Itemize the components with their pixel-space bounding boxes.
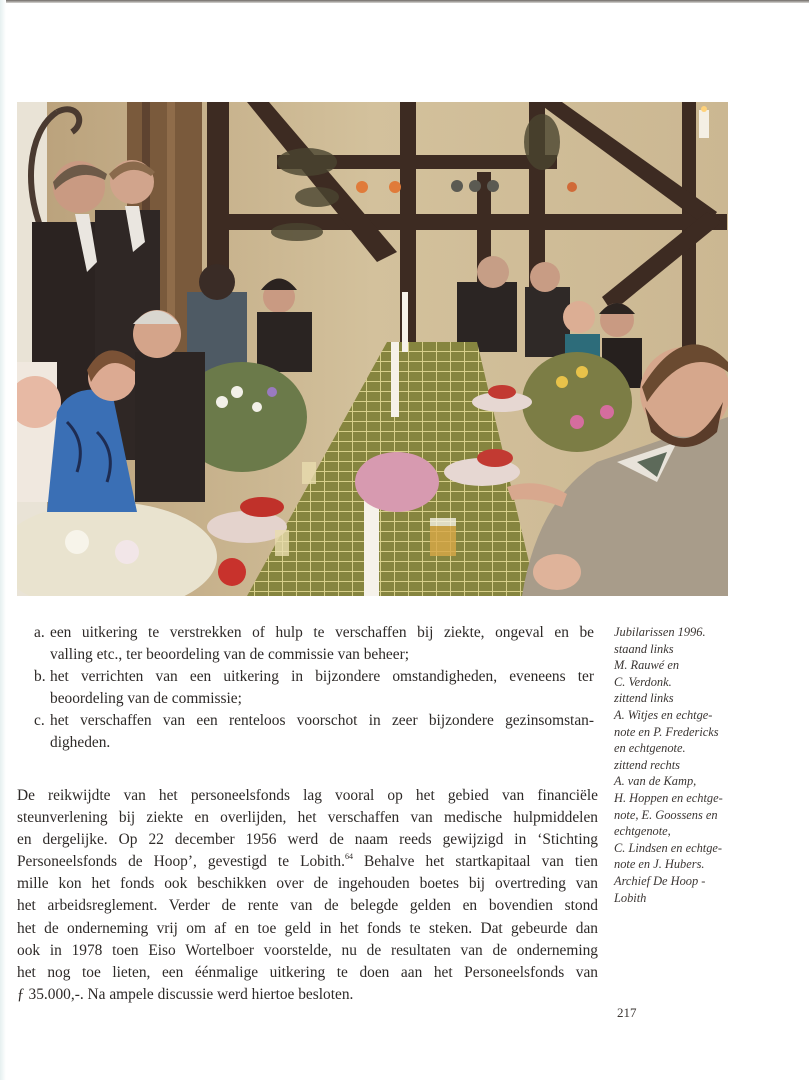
- list-line: digheden.: [50, 734, 111, 751]
- photo-caption: [614, 624, 794, 906]
- page-number: 217: [617, 1005, 637, 1020]
- page-top-edge: [0, 0, 809, 3]
- body-line: het arbeidsreglement. Verder de rente van de belegde gelden en bovendien stond: [17, 897, 598, 915]
- list-marker: a.: [34, 624, 45, 641]
- caption-line: C. Lindsen en echtge-: [614, 840, 723, 855]
- caption-line: Jubilarissen 1996.: [614, 625, 706, 639]
- body-line: het nog toe lieten, een éénmalige uitkering te doen aan het Personeelsfonds van: [17, 963, 598, 981]
- list-marker: c.: [34, 712, 45, 729]
- group-photo: [17, 102, 728, 596]
- body-line: ƒ 35.000,-. Na ampele discussie werd hiertoe besloten.: [17, 985, 354, 1003]
- caption-line: staand links: [614, 641, 674, 656]
- caption-line: C. Verdonk.: [614, 674, 672, 689]
- body-line: De reikwijdte van het personeelsfonds lag vooral op het gebied van financiële: [17, 787, 598, 804]
- caption-line: A. Witjes en echtge-: [614, 707, 713, 722]
- list-marker: b.: [34, 668, 46, 685]
- body-line: mille kon het fonds ook beschikken over de ingehouden boetes bij overtreding van: [17, 875, 598, 893]
- list-line: het verschaffen van een renteloos voorschot in zeer bijzondere gezinsomstan-: [50, 712, 594, 729]
- body-line: ook in 1978 toen Eiso Wortelboer voorstelde, nu de resultaten van de onderneming: [17, 941, 598, 959]
- caption-line: Archief De Hoop -: [614, 873, 706, 888]
- body-line-part: Personeelsfonds de Hoop’, gevestigd te Lobith.: [17, 853, 345, 871]
- body-line-part: Behalve het startkapitaal van tien: [364, 853, 598, 871]
- body-line: het de onderneming vrij om af en toe geld in het fonds te steken. Dat gebeurde dan: [17, 919, 598, 937]
- list-line: het verrichten van een uitkering in bijzondere omstandigheden, eveneens ter: [50, 668, 594, 685]
- caption-line: M. Rauwé en: [614, 658, 680, 673]
- caption-line: A. van de Kamp,: [614, 774, 697, 789]
- photo-illustration: [17, 102, 728, 596]
- body-line: steunverlening bij ziekte en overlijden, het verschaffen van medische hulpmiddelen: [17, 809, 598, 827]
- caption-line: echtgenote,: [614, 824, 671, 839]
- list-line: een uitkering te verstrekken of hulp te verschaffen bij ziekte, ongeval en be: [50, 624, 594, 641]
- caption-line: note en P. Fredericks: [614, 724, 719, 739]
- caption-line: zittend links: [614, 691, 674, 706]
- list-item: [34, 622, 594, 666]
- caption-line: note en J. Hubers.: [614, 857, 705, 872]
- body-line: en dergelijke. Op 22 december 1956 werd de naam reeds gewijzigd in ‘Stichting: [17, 831, 598, 849]
- caption-line: Lobith: [614, 890, 647, 905]
- list-line: beoordeling van de commissie;: [50, 690, 242, 707]
- body-paragraph: [17, 785, 598, 1006]
- page-binding-edge: [0, 0, 6, 1080]
- list-item: [34, 666, 594, 710]
- caption-line: H. Hoppen en echtge-: [614, 790, 723, 805]
- caption-line: zittend rechts: [614, 757, 680, 772]
- body-line-with-footnote: [17, 851, 598, 873]
- criteria-list: [34, 622, 594, 754]
- list-line: valling etc., ter beoordeling van de commissie van beheer;: [50, 646, 409, 663]
- footnote-reference[interactable]: 64: [344, 852, 353, 862]
- caption-line: en echtgenote.: [614, 741, 686, 756]
- list-item: [34, 710, 594, 754]
- caption-line: note, E. Goossens en: [614, 807, 718, 822]
